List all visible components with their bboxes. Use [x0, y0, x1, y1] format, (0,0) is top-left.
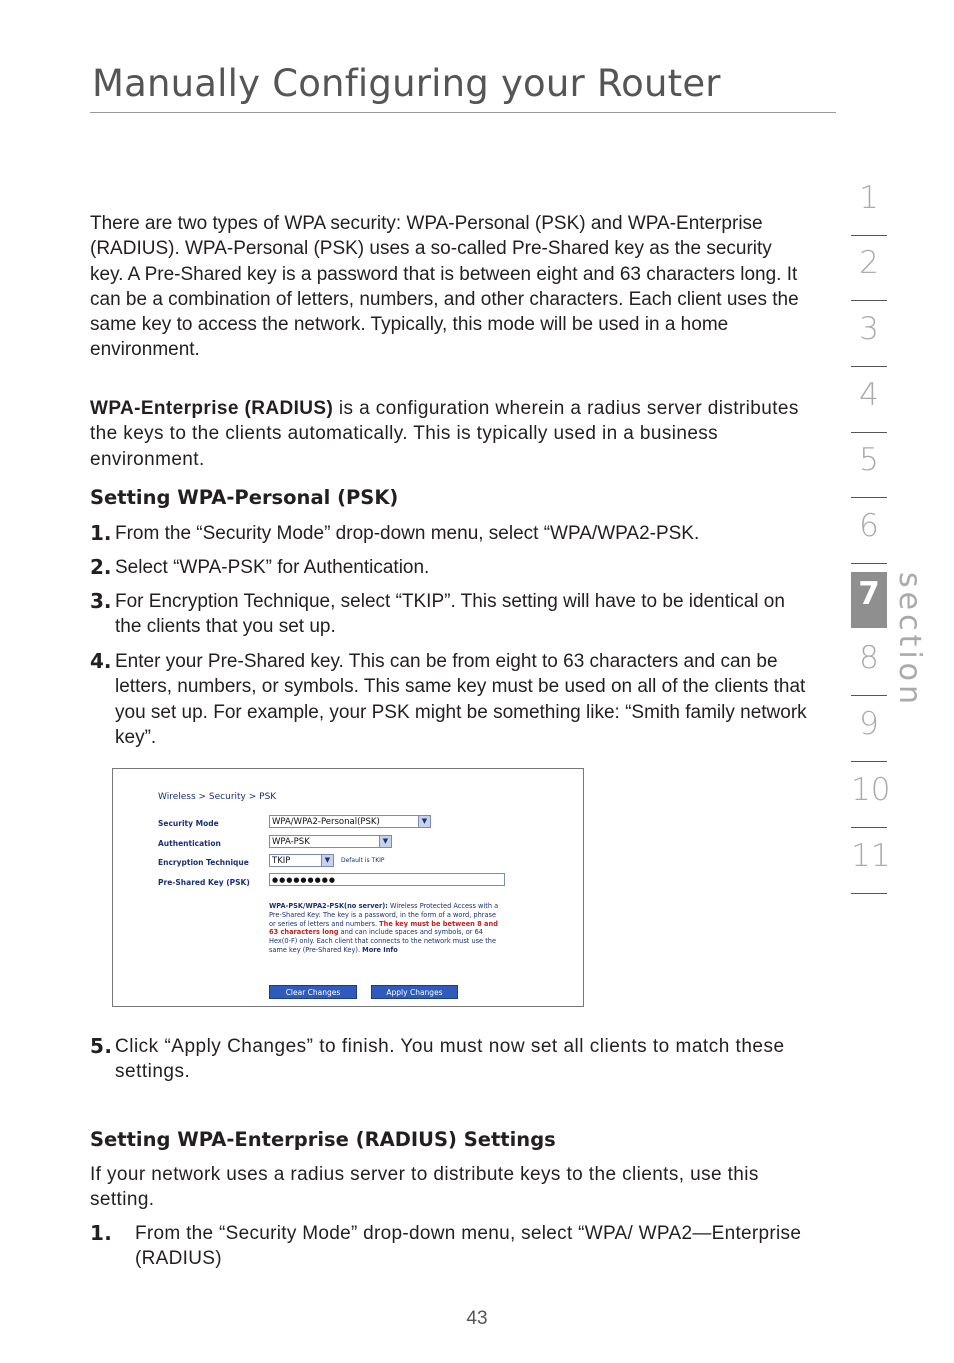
step-text: Click “Apply Changes” to finish. You must now set all clients to match these settings. — [115, 1036, 785, 1083]
psk-label: Pre-Shared Key (PSK) — [158, 878, 250, 887]
tab-number: 2 — [859, 245, 879, 281]
section-tab-8[interactable] — [851, 636, 887, 696]
encryption-value: TKIP — [272, 856, 291, 866]
chevron-down-icon: ▼ — [321, 855, 333, 866]
tab-number: 5 — [859, 442, 879, 478]
step-4 — [90, 649, 810, 750]
encryption-label: Encryption Technique — [158, 858, 249, 867]
desc-text-2: and can include spaces and symbols, or 64 Hex(0-F) only. Each client that connects to the network must use the same key (Pre-Shared Key). — [269, 928, 497, 954]
step-text: Enter your Pre-Shared key. This can be from eight to 63 characters and can be letters, numbers, or symbols. This same key must be used on all of the clients that you set up. For example, your PSK might be something like: “Smith family network key”. — [115, 651, 807, 748]
desc-text: Wireless Protected Access with a Pre-Shared Key: The key is a password, in the form of a word, phrase or series of letters and numbers. — [269, 902, 499, 928]
section-label: section — [892, 572, 927, 709]
psk-input[interactable]: ●●●●●●●●● — [269, 873, 505, 886]
tab-number: 11 — [851, 838, 891, 874]
section-tab-1[interactable] — [851, 176, 887, 236]
step-number: 1. — [90, 1221, 113, 1245]
radius-step-1 — [90, 1221, 810, 1272]
title-divider — [90, 112, 836, 113]
step-text: From the “Security Mode” drop-down menu, select “WPA/ WPA2—Enterprise (RADIUS) — [135, 1223, 802, 1270]
enterprise-description: is a configuration wherein a radius server distributes the keys to the clients automatically. This is typically used in a business environment. — [90, 398, 799, 470]
router-screenshot — [112, 768, 584, 1007]
security-mode-label: Security Mode — [158, 819, 219, 828]
step-number: 3. — [90, 589, 112, 613]
section-tab-4[interactable] — [851, 373, 887, 433]
step-text: From the “Security Mode” drop-down menu, select “WPA/WPA2-PSK. — [115, 523, 700, 544]
psk-description — [269, 902, 501, 955]
section-tab-10[interactable] — [851, 768, 891, 828]
tab-number: 4 — [859, 377, 879, 413]
tab-number: 6 — [859, 508, 879, 544]
section-tab-6[interactable] — [851, 504, 887, 564]
authentication-label: Authentication — [158, 839, 221, 848]
breadcrumb: Wireless > Security > PSK — [158, 792, 277, 802]
step-2 — [90, 555, 810, 580]
step-1 — [90, 521, 810, 546]
radius-heading: Setting WPA-Enterprise (RADIUS) Settings — [90, 1128, 556, 1151]
tab-number: 10 — [851, 772, 891, 808]
tab-number: 7 — [858, 576, 880, 612]
intro-paragraph: There are two types of WPA security: WPA-Personal (PSK) and WPA-Enterprise (RADIUS). WPA-Personal (PSK) uses a so-called Pre-Shared key as the security key. A Pre-Shared key is a password that is between eight and 63 characters long. It can be a combination of letters, numbers, and other characters. Each client uses the same key to access the network. Typically, this mode will be used in a home environment. — [90, 213, 799, 361]
tab-number: 8 — [859, 640, 879, 676]
desc-title: WPA-PSK/WPA2-PSK(no server): — [269, 902, 388, 910]
clear-changes-button[interactable]: Clear Changes — [269, 985, 357, 999]
step-text: For Encryption Technique, select “TKIP”. This setting will have to be identical on the clients that you set up. — [115, 591, 785, 638]
authentication-select[interactable] — [269, 835, 392, 848]
enterprise-paragraph — [90, 396, 802, 472]
section-tab-5[interactable] — [851, 438, 887, 498]
step-number: 2. — [90, 555, 112, 579]
step-number: 1. — [90, 521, 112, 545]
step-5 — [90, 1034, 810, 1085]
tab-number: 3 — [859, 311, 879, 347]
psk-heading: Setting WPA-Personal (PSK) — [90, 486, 399, 509]
tab-number: 9 — [859, 706, 879, 742]
step-number: 4. — [90, 649, 112, 673]
security-mode-select[interactable] — [269, 815, 431, 828]
enterprise-term: WPA-Enterprise (RADIUS) — [90, 398, 334, 419]
section-tab-11[interactable] — [851, 834, 891, 894]
tab-number: 1 — [859, 180, 879, 216]
desc-warning: The key must be between 8 and 63 characters long — [269, 919, 498, 937]
encryption-hint: Default is TKIP — [341, 857, 385, 864]
more-info-link[interactable]: More Info — [362, 945, 398, 954]
apply-changes-button[interactable]: Apply Changes — [371, 985, 458, 999]
section-tab-7[interactable] — [851, 572, 887, 628]
section-tab-9[interactable] — [851, 702, 887, 762]
page-title: Manually Configuring your Router — [92, 62, 721, 105]
authentication-value: WPA-PSK — [272, 837, 310, 847]
security-mode-value: WPA/WPA2-Personal(PSK) — [272, 817, 380, 827]
encryption-select[interactable] — [269, 854, 334, 867]
section-tab-2[interactable] — [851, 241, 887, 301]
page-number: 43 — [466, 1308, 488, 1329]
step-3 — [90, 589, 810, 640]
chevron-down-icon: ▼ — [379, 836, 391, 847]
step-number: 5. — [90, 1034, 113, 1058]
chevron-down-icon: ▼ — [418, 816, 430, 827]
step-text: Select “WPA-PSK” for Authentication. — [115, 557, 430, 578]
radius-intro: If your network uses a radius server to distribute keys to the clients, use this setting. — [90, 1164, 759, 1211]
section-tab-3[interactable] — [851, 307, 887, 367]
